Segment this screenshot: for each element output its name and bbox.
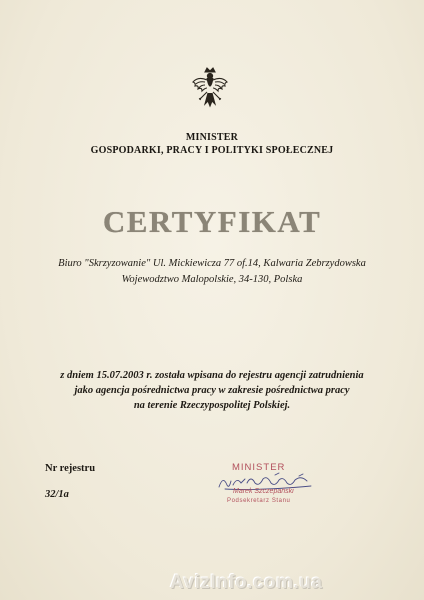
statement-line3: na terenie Rzeczypospolitej Polskiej. (133, 400, 291, 411)
stamp-title: MINISTER (232, 462, 286, 473)
signatory-role: Podsekretarz Stanu (227, 498, 291, 504)
holder-address-line2: Wojewodztwo Malopolskie, 34-130, Polska (121, 274, 303, 285)
issuer-title: MINISTER (185, 132, 239, 143)
issuer-ministry: GOSPODARKI, PRACY I POLITYKI SPOŁECZNEJ (90, 145, 334, 156)
statement-line1: z dniem 15.07.2003 r. została wpisana do rejestru agencji zatrudnienia (60, 370, 364, 381)
registry-label: Nr rejestru (45, 463, 96, 474)
site-watermark: AvizInfo.com.ua (170, 572, 323, 593)
registry-number: 32/1a (45, 489, 69, 500)
certificate-title: CERTYFIKAT (102, 204, 322, 239)
polish-eagle-emblem-icon (190, 66, 230, 114)
signatory-name: Marek Szczepański (233, 488, 294, 495)
statement-line2: jako agencja pośrednictwa pracy w zakresie pośrednictwa pracy (74, 385, 350, 396)
holder-address-line1: Biuro "Skrzyzowanie" Ul. Mickiewicza 77 of.14, Kalwaria Zebrzydowska (58, 258, 366, 269)
